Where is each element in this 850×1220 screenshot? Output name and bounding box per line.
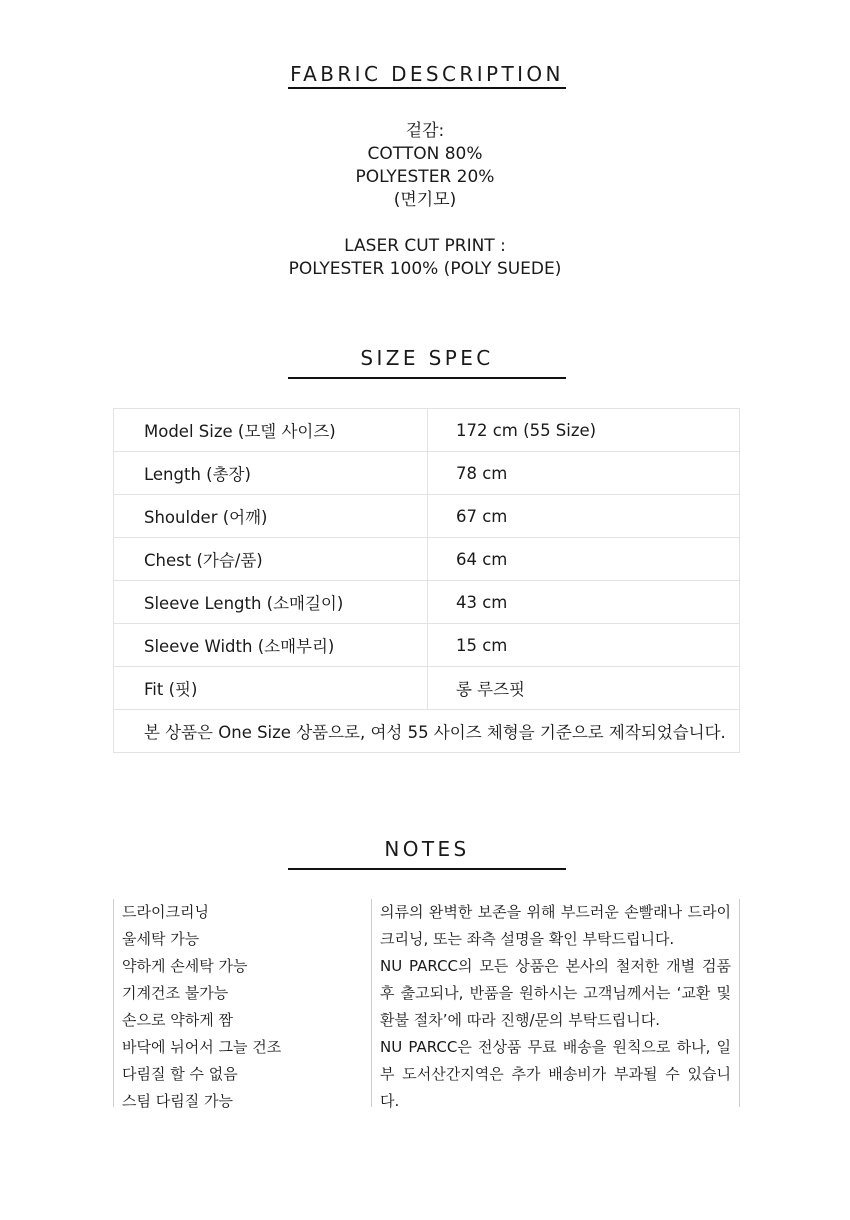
care-instructions-list — [122, 899, 362, 1115]
fabric-line: 겉감: — [405, 121, 445, 141]
size-spec-title: SIZE SPEC — [360, 346, 494, 370]
spec-value: 78 cm — [428, 452, 740, 495]
table-row — [114, 710, 740, 753]
care-item: 약하게 손세탁 가능 — [122, 957, 248, 975]
spec-value: 15 cm — [428, 624, 740, 667]
size-spec-title-underline — [288, 377, 566, 379]
notes-paragraph: NU PARCC의 모든 상품은 본사의 철저한 개별 검품 후 출고되나, 반품을 원하시는 고객님께서는 ‘교환 및 환불 절차’에 따라 진행/문의 부탁드립니다. — [380, 957, 731, 1029]
notes-title: NOTES — [384, 837, 470, 861]
spec-label: Sleeve Width (소매부리) — [114, 624, 428, 667]
print-line: LASER CUT PRINT : — [344, 236, 506, 256]
fabric-line: POLYESTER 20% — [355, 167, 495, 187]
print-line: POLYESTER 100% (POLY SUEDE) — [288, 259, 562, 279]
care-item: 손으로 약하게 짬 — [122, 1011, 233, 1029]
spec-label: Model Size (모델 사이즈) — [114, 409, 428, 452]
notes-content — [113, 899, 740, 1110]
size-note: 본 상품은 One Size 상품으로, 여성 55 사이즈 체형을 기준으로 제작되었습니다. — [114, 710, 740, 753]
spec-value: 172 cm (55 Size) — [428, 409, 740, 452]
care-item: 드라이크리닝 — [122, 903, 209, 921]
table-row — [114, 581, 740, 624]
spec-label: Length (총장) — [114, 452, 428, 495]
table-row — [114, 538, 740, 581]
fabric-line: COTTON 80% — [367, 144, 483, 164]
spec-label: Sleeve Length (소매길이) — [114, 581, 428, 624]
care-item: 바닥에 뉘어서 그늘 건조 — [122, 1038, 282, 1056]
spec-value: 롱 루즈핏 — [428, 667, 740, 710]
spec-value: 43 cm — [428, 581, 740, 624]
fabric-line: (면기모) — [393, 190, 457, 210]
table-row — [114, 624, 740, 667]
notes-divider — [371, 899, 372, 1107]
notes-divider — [113, 899, 114, 1107]
care-item: 울세탁 가능 — [122, 930, 200, 948]
table-row — [114, 495, 740, 538]
table-row — [114, 667, 740, 710]
notes-divider — [739, 899, 740, 1107]
fabric-composition — [0, 120, 850, 281]
table-row — [114, 452, 740, 495]
spec-label: Fit (핏) — [114, 667, 428, 710]
care-item: 기계건조 불가능 — [122, 984, 229, 1002]
care-item: 스팀 다림질 가능 — [122, 1092, 233, 1110]
fabric-title-underline — [288, 87, 566, 89]
spec-value: 64 cm — [428, 538, 740, 581]
notes-title-underline — [288, 868, 566, 870]
spec-value: 67 cm — [428, 495, 740, 538]
spec-label: Chest (가슴/품) — [114, 538, 428, 581]
table-row — [114, 409, 740, 452]
notes-paragraph: NU PARCC은 전상품 무료 배송을 원칙으로 하나, 일부 도서산간지역은 추가 배송비가 부과될 수 있습니다. — [380, 1038, 731, 1110]
care-item: 다림질 할 수 없음 — [122, 1065, 238, 1083]
size-spec-table — [113, 408, 740, 753]
fabric-description-title: FABRIC DESCRIPTION — [290, 62, 564, 86]
notes-paragraphs — [380, 899, 731, 1115]
notes-paragraph: 의류의 완벽한 보존을 위해 부드러운 손빨래나 드라이크리닝, 또는 좌측 설명을 확인 부탁드립니다. — [380, 903, 731, 948]
spec-label: Shoulder (어깨) — [114, 495, 428, 538]
